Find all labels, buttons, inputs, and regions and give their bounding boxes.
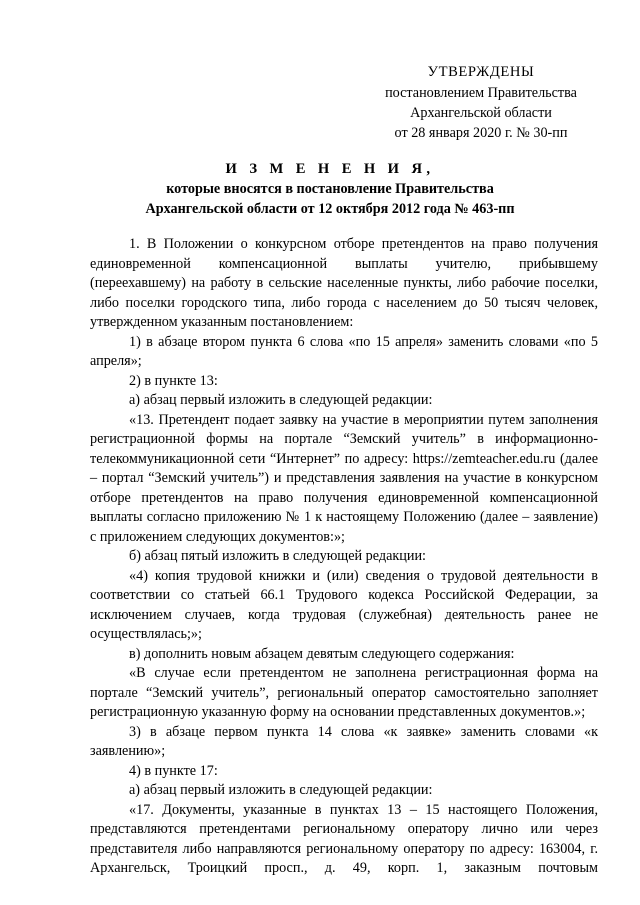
paragraph-1: 1. В Положении о конкурсном отборе претендентов на право получения единовременной компенсационной выплаты учителю, прибывшему (переехавшему) на работу в сельские населенные пункты, либо рабочие поселки, либо поселки городского типа, либо города с населением до 50 тысяч человек, утвержденном указанным постановлением: <box>90 236 598 330</box>
paragraph-7: «4) копия трудовой книжки и (или) сведения о трудовой деятельности в соответствии со статьей 66.1 Трудового кодекса Российской Федерации, за исключением случаев, когда трудовая (служебная) деятельность ранее не осуществлялась;»; <box>90 567 598 642</box>
title-line-2: которые вносятся в постановление Правительства <box>166 181 494 197</box>
approval-block <box>362 62 600 143</box>
paragraph-4: а) абзац первый изложить в следующей редакции: <box>129 392 433 408</box>
paragraph-2: 1) в абзаце втором пункта 6 слова «по 15 апреля» заменить словами «по 5 апреля»; <box>90 333 598 369</box>
paragraph-12: а) абзац первый изложить в следующей редакции: <box>129 782 433 798</box>
paragraph-9: «В случае если претендентом не заполнена регистрационная форма на портале “Земский учитель”, региональный оператор самостоятельно заполняет регистрационную указанную форму на основании представленных документов.»; <box>90 665 598 720</box>
paragraph-13: «17. Документы, указанные в пунктах 13 – 15 настоящего Положения, представляются претендентами региональному оператору лично или через представителя либо направляются региональному оператору по адресу: 163004, г. Архангельск, Троицкий просп., д. 49, корп. 1, заказным почтовым <box>90 801 598 876</box>
title-main: И З М Е Н Е Н И Я, <box>225 161 435 177</box>
document-body <box>90 235 598 879</box>
paragraph-11: 4) в пункте 17: <box>129 762 218 779</box>
document-title <box>60 159 600 219</box>
approved-heading: УТВЕРЖДЕНЫ <box>427 64 535 80</box>
paragraph-6: б) абзац пятый изложить в следующей редакции: <box>129 548 427 564</box>
paragraph-10: 3) в абзаце первом пункта 14 слова «к заявке» заменить словами «к заявлению»; <box>90 723 598 759</box>
title-line-3: Архангельской области от 12 октября 2012 года № 463-пп <box>145 201 515 217</box>
paragraph-8: в) дополнить новым абзацем девятым следующего содержания: <box>129 645 515 662</box>
paragraph-3: 2) в пункте 13: <box>129 372 218 389</box>
paragraph-5: «13. Претендент подает заявку на участие в мероприятии путем заполнения регистрационной формы на портале “Земский учитель” в информационно-телекоммуникационной сети “Интернет” по адресу: https://zemteacher.edu.ru (далее – портал “Земский учитель”) и представления заявления на участие в конкурсном отборе претендентов на право получения единовременной компенсационной выплаты согласно приложению № 1 к настоящему Положению (далее – заявление) с приложением следующих документов:»; <box>90 411 598 545</box>
approval-line-1: постановлением Правительства <box>385 85 577 101</box>
approval-line-3: от 28 января 2020 г. № 30-пп <box>394 125 568 141</box>
approval-line-2: Архангельской области <box>410 105 552 121</box>
